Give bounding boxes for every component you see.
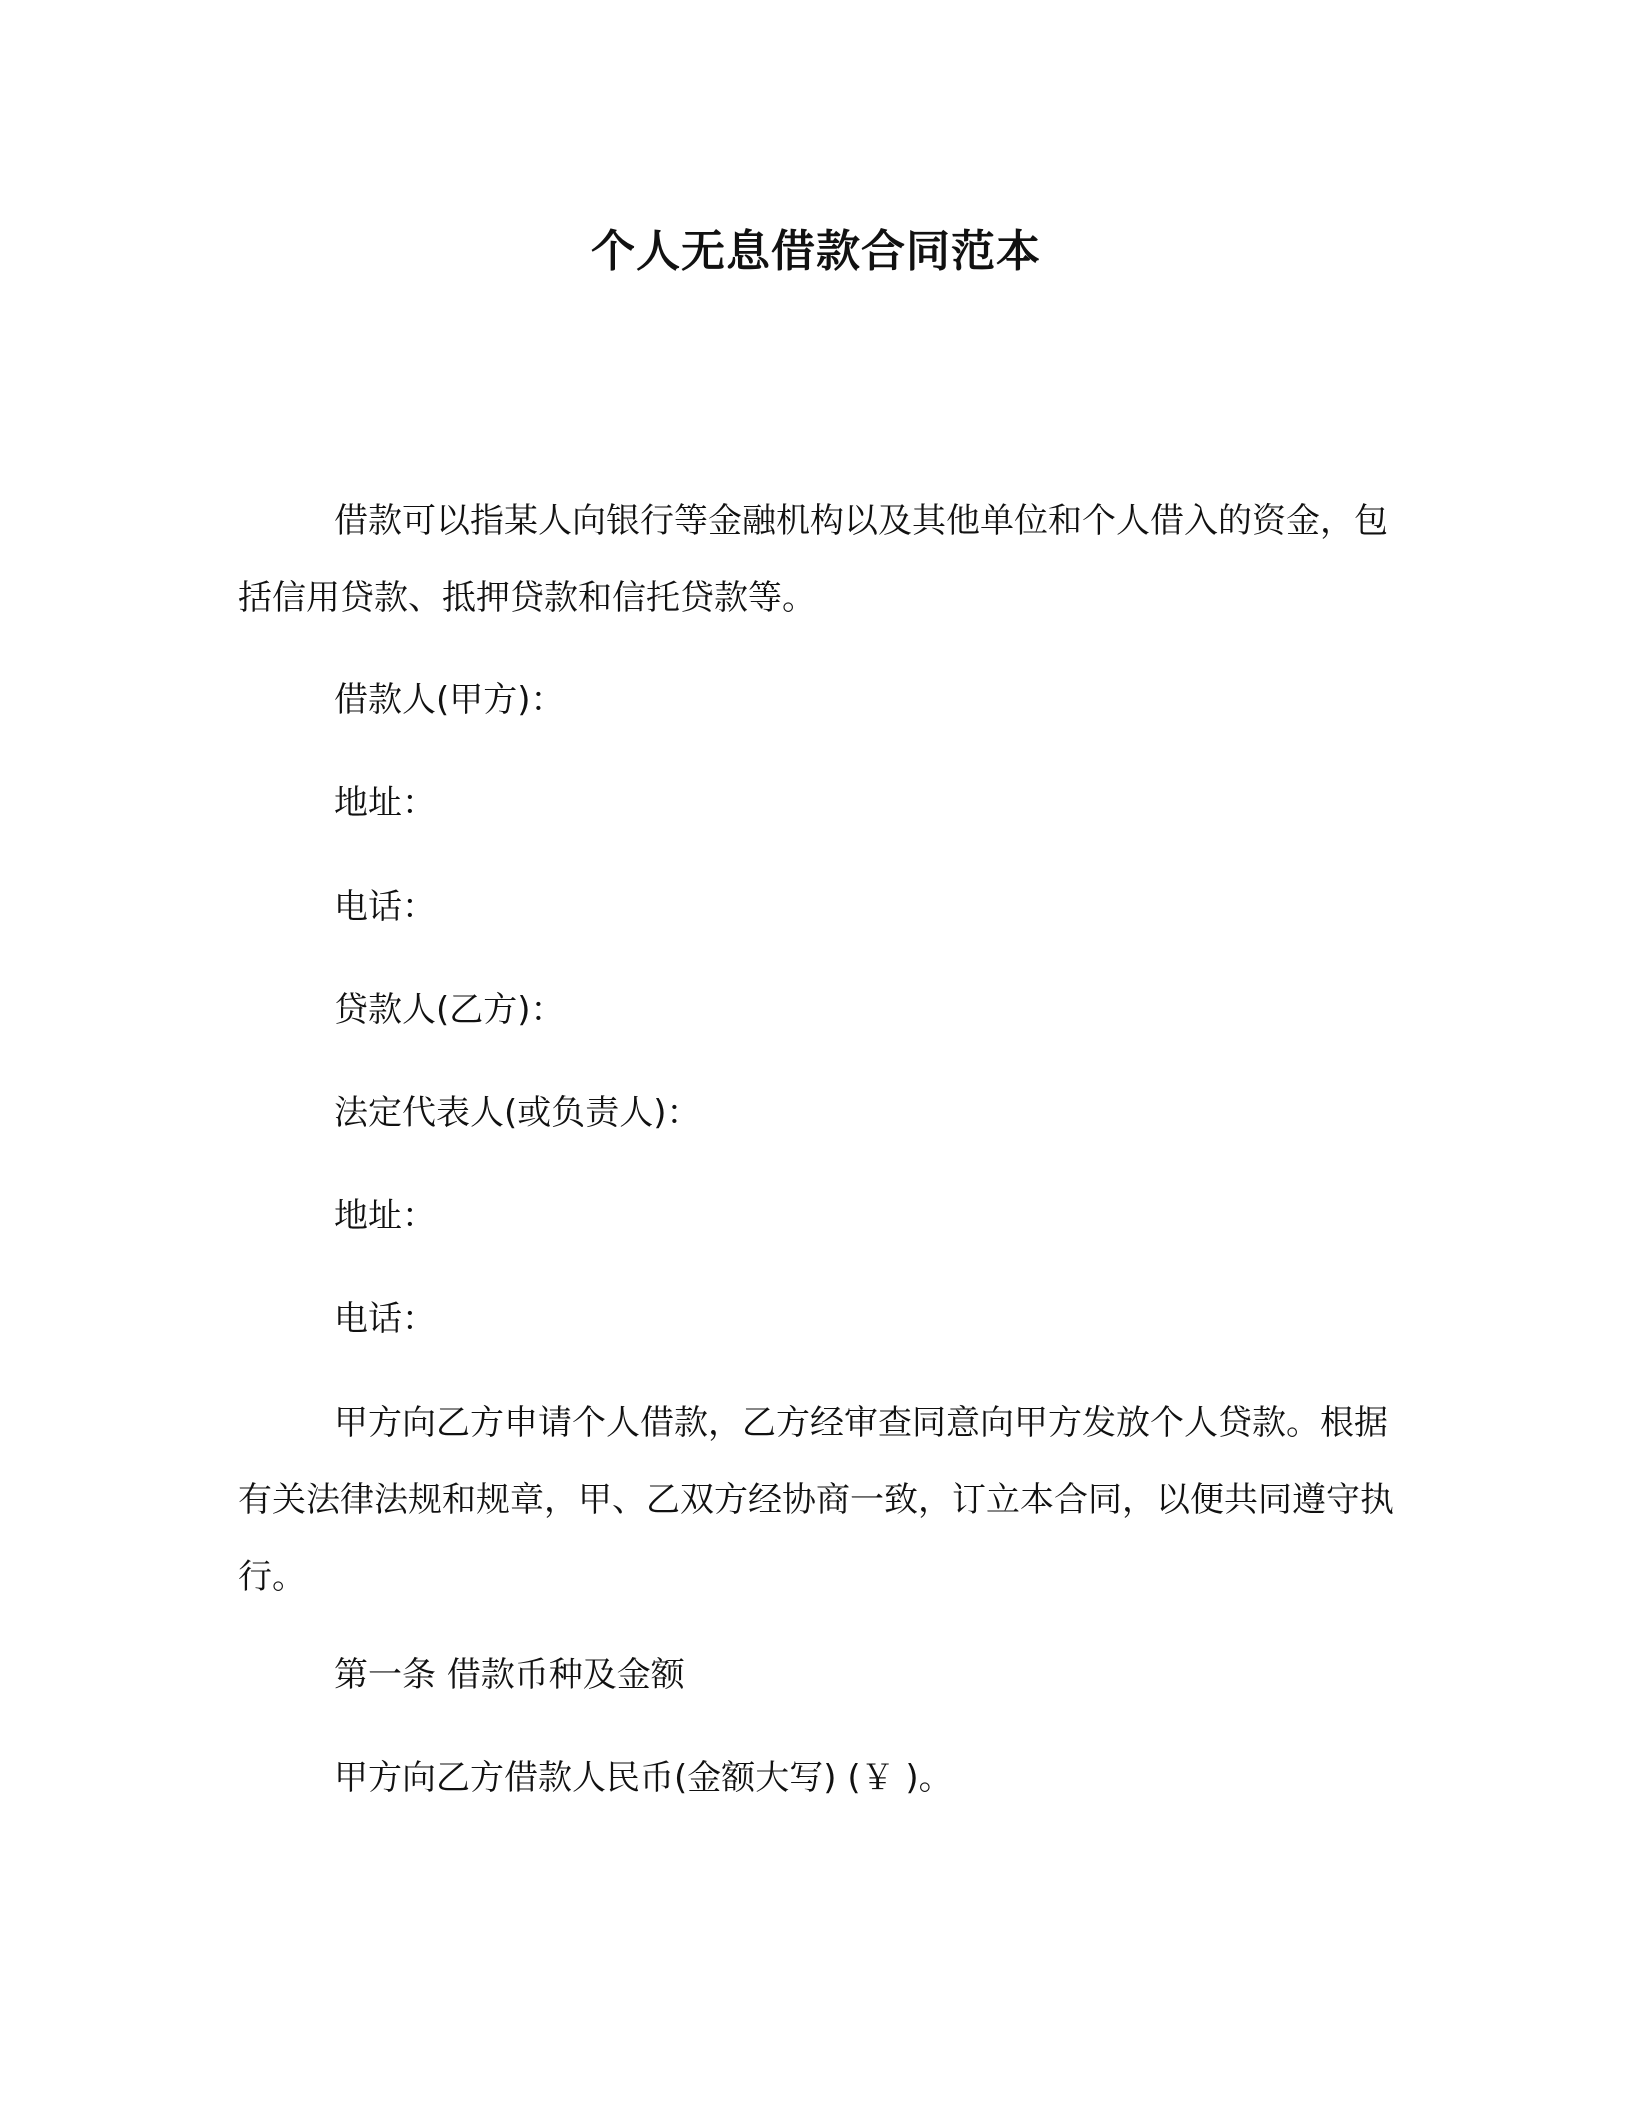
borrower-label: 借款人(甲方)： — [334, 680, 565, 720]
lender-address-label: 地址： — [334, 1196, 436, 1236]
article-1-text: 甲方向乙方借款人民币(金额大写) (￥ )。 — [334, 1758, 953, 1798]
borrower-phone-label: 电话： — [334, 887, 436, 927]
lender-phone-label: 电话： — [334, 1299, 436, 1339]
article-1-heading: 第一条 借款币种及金额 — [334, 1655, 685, 1695]
intro-paragraph: 借款可以指某人向银行等金融机构以及其他单位和个人借入的资金，包括信用贷款、抵押贷款和信托贷款等。 — [238, 501, 1388, 618]
agreement-paragraph: 甲方向乙方申请个人借款，乙方经审查同意向甲方发放个人贷款。根据有关法律法规和规章，甲、乙双方经协商一致，订立本合同，以便共同遵守执行。 — [238, 1403, 1394, 1597]
document-title: 个人无息借款合同范本 — [591, 226, 1041, 277]
borrower-address-label: 地址： — [334, 783, 436, 823]
legal-representative-label: 法定代表人(或负责人)： — [334, 1093, 701, 1133]
lender-label: 贷款人(乙方)： — [334, 990, 565, 1030]
